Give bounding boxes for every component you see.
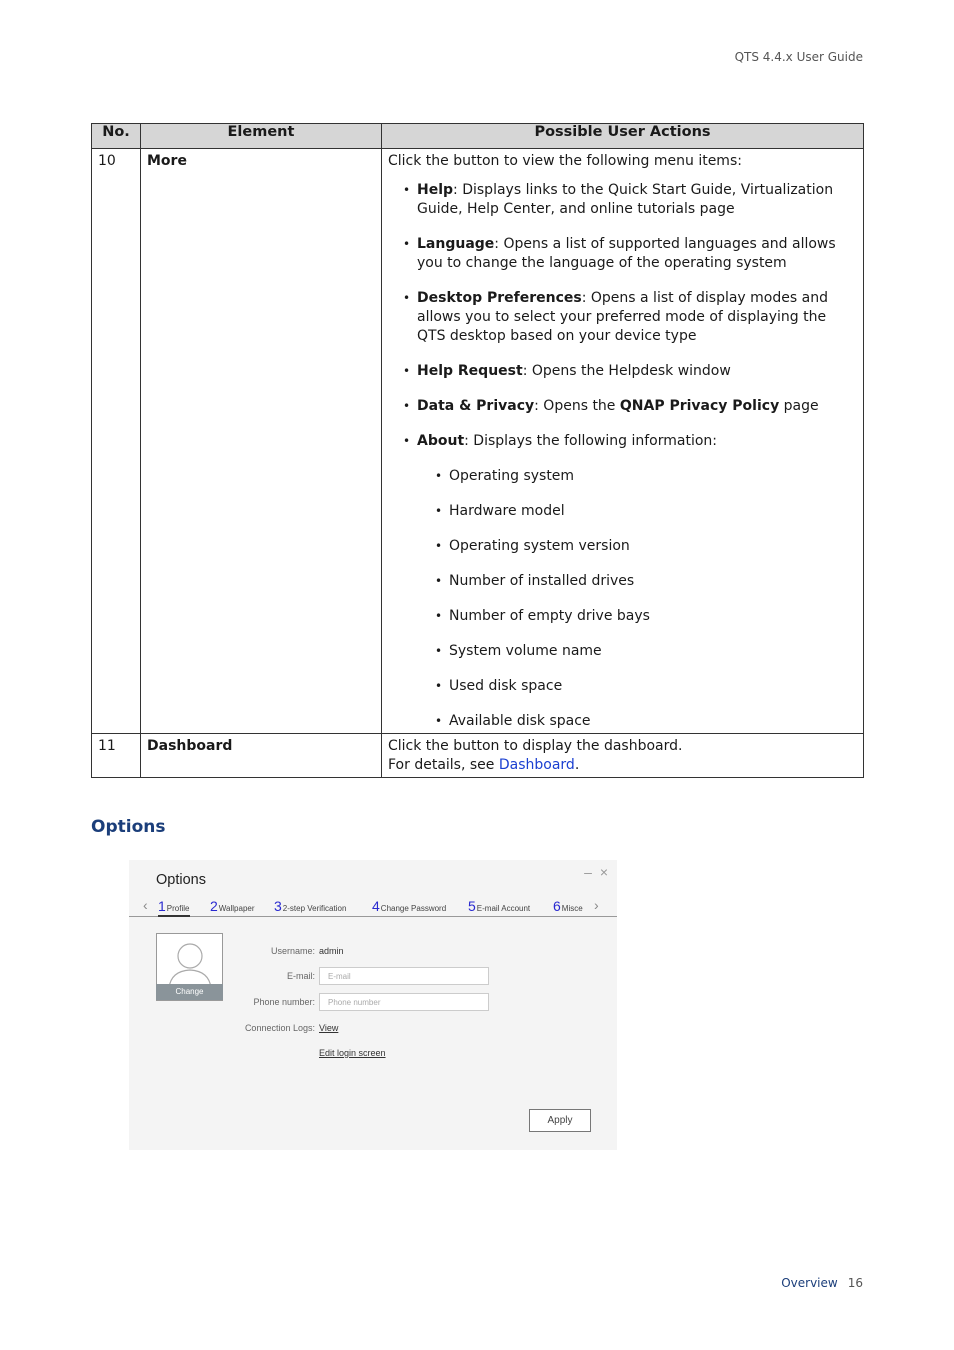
about-item: • System volume name <box>449 642 857 661</box>
chevron-right-icon[interactable]: › <box>594 897 599 913</box>
tab-2-step-verification[interactable] <box>274 898 346 914</box>
tab-wallpaper[interactable] <box>210 898 255 914</box>
window-controls[interactable]: – × <box>584 864 610 880</box>
row-actions <box>382 734 864 778</box>
tab-label: Profile <box>166 904 190 913</box>
about-item: • Used disk space <box>449 677 857 696</box>
tab-number: 1 <box>158 898 166 914</box>
privacy-policy-name: QNAP Privacy Policy <box>619 398 780 414</box>
tab-email-account[interactable] <box>468 898 530 914</box>
tab-number: 3 <box>274 898 282 914</box>
table-header-row <box>92 124 864 149</box>
row-number: 11 <box>92 734 141 778</box>
list-item <box>417 235 857 273</box>
item-desc: : Opens the Helpdesk window <box>522 363 731 379</box>
list-item <box>417 432 857 731</box>
about-items-list <box>417 467 857 731</box>
item-term: About <box>417 433 465 449</box>
change-avatar-button[interactable]: Change <box>156 984 223 1000</box>
connection-logs-label: Connection Logs: <box>244 1023 315 1033</box>
tab-number: 4 <box>372 898 380 914</box>
view-logs-link[interactable]: View <box>319 1023 339 1033</box>
tab-misc[interactable] <box>553 898 583 914</box>
email-label: E-mail: <box>286 971 315 981</box>
menu-items-list <box>388 181 857 731</box>
tab-label: Change Password <box>380 904 447 913</box>
details-suffix: . <box>574 757 580 773</box>
dashboard-link[interactable]: Dashboard <box>498 757 575 773</box>
column-header-actions: Possible User Actions <box>382 124 864 149</box>
username-label: Username: <box>270 946 315 956</box>
active-tab-indicator <box>158 915 190 917</box>
item-term: Help <box>417 182 454 198</box>
row-actions <box>382 149 864 734</box>
tab-label: E-mail Account <box>476 904 531 913</box>
options-tabs <box>129 898 617 917</box>
about-item: • Operating system version <box>449 537 857 556</box>
about-item: • Operating system <box>449 467 857 486</box>
phone-label: Phone number: <box>253 997 315 1007</box>
tab-label: Wallpaper <box>218 904 255 913</box>
about-item: • Available disk space <box>449 712 857 731</box>
item-term: Help Request <box>417 363 523 379</box>
list-item <box>417 362 857 381</box>
apply-button[interactable]: Apply <box>529 1109 591 1132</box>
username-value: admin <box>319 946 344 956</box>
item-desc: : Opens a list of supported languages and allows you to change the language of the operating system <box>417 236 836 271</box>
tab-number: 2 <box>210 898 218 914</box>
list-item <box>417 181 857 219</box>
tab-number: 6 <box>553 898 561 914</box>
options-window-title: Options <box>156 872 206 888</box>
list-item <box>417 397 857 416</box>
list-item <box>417 289 857 346</box>
about-item: • Number of installed drives <box>449 572 857 591</box>
guide-title: QTS 4.4.x User Guide <box>734 50 863 64</box>
options-screenshot <box>129 860 617 1150</box>
item-term: Language <box>417 236 495 252</box>
tab-number: 5 <box>468 898 476 914</box>
actions-intro: Click the button to view the following menu items: <box>388 153 742 169</box>
item-term: Data & Privacy <box>417 398 535 414</box>
table-row <box>92 734 864 778</box>
footer-section: Overview <box>781 1276 838 1290</box>
about-item: • Number of empty drive bays <box>449 607 857 626</box>
item-desc: : Opens a list of display modes and allows you to select your preferred mode of displaying the QTS desktop based on your device type <box>417 290 828 344</box>
item-desc: : Displays links to the Quick Start Guide, Virtualization Guide, Help Center, and online tutorials page <box>417 182 834 217</box>
dashboard-desc: Click the button to display the dashboard. <box>388 738 683 754</box>
item-desc: : Opens the <box>534 398 620 414</box>
item-desc: page <box>779 398 819 414</box>
edit-login-screen-link[interactable]: Edit login screen <box>319 1048 386 1058</box>
table-row <box>92 149 864 734</box>
page-footer <box>781 1276 863 1290</box>
tab-change-password[interactable] <box>372 898 446 914</box>
details-prefix: For details, see <box>388 757 499 773</box>
tab-label: Misce <box>561 904 583 913</box>
row-element: More <box>141 149 382 734</box>
tab-profile[interactable] <box>158 898 189 914</box>
item-desc: : Displays the following information: <box>464 433 717 449</box>
phone-field[interactable]: Phone number <box>319 993 489 1011</box>
section-title: Options <box>91 817 166 837</box>
item-term: Desktop Preferences <box>417 290 582 306</box>
about-item: • Hardware model <box>449 502 857 521</box>
column-header-element: Element <box>141 124 382 149</box>
chevron-left-icon[interactable]: ‹ <box>143 897 148 913</box>
tab-label: 2-step Verification <box>282 904 347 913</box>
user-actions-table <box>91 123 864 778</box>
page-number: 16 <box>847 1276 863 1290</box>
row-number: 10 <box>92 149 141 734</box>
email-field[interactable]: E-mail <box>319 967 489 985</box>
column-header-no: No. <box>92 124 141 149</box>
dashboard-details <box>388 756 857 775</box>
row-element: Dashboard <box>141 734 382 778</box>
